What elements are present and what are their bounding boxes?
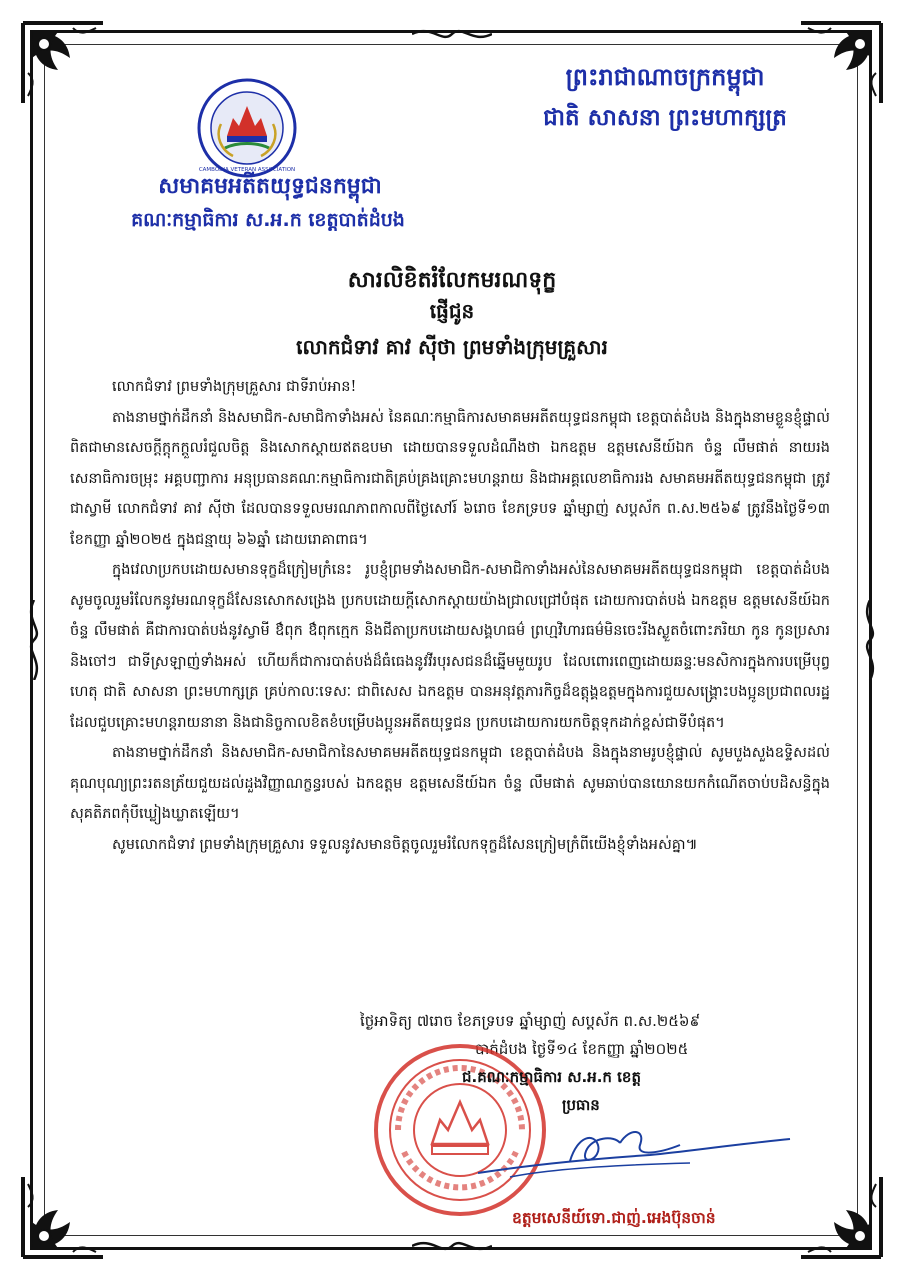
signature-icon — [470, 1115, 800, 1185]
letter-title: សារលិខិតរំលែកមរណទុក្ខ — [347, 268, 557, 293]
paragraph-3: តាងនាមថ្នាក់ដឹកនាំ និងសមាជិក-សមាជិកានៃសមាគមអតីតយុទ្ធជនកម្ពុជា ខេត្តបាត់ដំបង និងក្នុងនាមរូបខ្ញុំផ្ទាល់ សូមបួងសួងឧទ្ទិសដល់គុណបុណ្យព្រះរតនត្រ័យជួយដល់ដួងវិញ្ញាណក្ខន្ធរបស់ ឯកឧត្តម ឧត្តមសេនីយ៍ឯក ចំន្ទ លឹមផាត់ សូមឆាប់បានយោនយកកំណើតចាប់បដិសន្ធិក្នុងសុគតិភពកុំបីឃ្លៀងឃ្លាតឡើយ។ — [70, 745, 830, 822]
paragraph-1: តាងនាមថ្នាក់ដឹកនាំ និងសមាជិក-សមាជិកាទាំងអស់ នៃគណៈកម្មាធិការសមាគមអតីតយុទ្ធជនកម្ពុជា ខេត្តបាត់ដំបង និងក្នុងនាមខ្លួនខ្ញុំផ្ទាល់ ពិតជាមានសេចក្តីក្តុកក្តួលរំជួលចិត្ត និងសោកស្តាយឥតឧបមា ដោយបានទទួលដំណឹងថា ឯកឧត្តម ឧត្តមសេនីយ៍ឯក ចំន្ទ លឹមផាត់ នាយរងសេនាធិការចម្រុះ អគ្គបញ្ជាការ អនុប្រធានគណៈកម្មាធិការជាតិគ្រប់គ្រងគ្រោះមហន្តរាយ និងជាអគ្គលេខាធិការរង សមាគមអតីតយុទ្ធជនកម្ពុជា ត្រូវជាស្វាមី លោកជំទាវ គាវ ស៊ីថា ដែលបានទទួលមរណភាពកាលពីថ្ងៃសៅរ៍ ៦រោច ខែភទ្របទ ឆ្នាំម្សាញ់ សប្តស័ក ព.ស.២៥៦៩ ត្រូវនឹងថ្ងៃទី១៣ ខែកញ្ញា ឆ្នាំ២០២៥ ក្នុងជន្មាយុ ៦៦ឆ្នាំ ដោយរោគាពាធ។ — [70, 409, 830, 548]
salutation: លោកជំទាវ ព្រមទាំងក្រុមគ្រួសារ ជាទីរាប់អាន! — [112, 379, 357, 395]
committee-name: គណៈកម្មាធិការ ស.អ.ក ខេត្តបាត់ដំបង — [131, 209, 405, 231]
logo-text: CAMBODIA VETERAN ASSOCIATION — [198, 167, 296, 173]
lunar-date: ថ្ងៃអាទិត្យ ៧រោច ខែភទ្របទ ឆ្នាំម្សាញ់ សប្តស័ក ព.ស.២៥៦៩ — [360, 1012, 701, 1030]
association-logo — [197, 78, 297, 178]
letter-body — [70, 372, 830, 860]
signer-name: ឧត្តមសេនីយ៍ទោ.ជាញ់.អេងប៊ុនចាន់ — [512, 1209, 716, 1227]
national-motto: ជាតិ សាសនា ព្រះមហាក្សត្រ — [543, 105, 787, 131]
paragraph-4: សូមលោកជំទាវ ព្រមទាំងក្រុមគ្រួសារ ទទួលនូវសមានចិត្តចូលរួមរំលែកទុក្ខដ៏សែនក្រៀមក្រំពីយើងខ្ញុំទាំងអស់គ្នា៕ — [112, 836, 698, 853]
letter-subtitle: ផ្ញើជូន — [429, 299, 475, 323]
top-edge-ornament-icon — [412, 24, 492, 44]
corner-ornament-icon — [18, 1172, 108, 1262]
left-edge-ornament-icon — [24, 600, 44, 680]
association-name: សមាគមអតីតយុទ្ធជនកម្ពុជា — [158, 174, 382, 199]
recipient-line: លោកជំទាវ គាវ ស៊ីថា ព្រមទាំងក្រុមគ្រួសារ — [296, 335, 608, 359]
kingdom-heading: ព្រះរាជាណាចក្រកម្ពុជា — [565, 63, 765, 91]
committee-signature-line: ជ.គណៈកម្មាធិការ ស.អ.ក ខេត្ត — [462, 1068, 641, 1086]
corner-ornament-icon — [18, 18, 108, 108]
solar-date: បាត់ដំបង ថ្ងៃទី១៤ ខែកញ្ញា ឆ្នាំ២០២៥ — [475, 1040, 689, 1058]
right-edge-ornament-icon — [860, 600, 880, 680]
bottom-edge-ornament-icon — [412, 1236, 492, 1256]
president-title: ប្រធាន — [562, 1096, 600, 1114]
paragraph-2: ក្នុងវេលាប្រកបដោយសមានទុក្ខដ៏ក្រៀមក្រំនេះ រូបខ្ញុំព្រមទាំងសមាជិក-សមាជិកាទាំងអស់នៃសមាគមអតីតយុទ្ធជនកម្ពុជា ខេត្តបាត់ដំបង សូមចូលរួមរំលែកនូវមរណទុក្ខដ៏សែនសោកសង្រេង ប្រកបដោយក្តីសោកស្តាយយ៉ាងជ្រាលជ្រៅបំផុត ដោយការបាត់បង់ ឯកឧត្តម ឧត្តមសេនីយ៍ឯក ចំន្ទ លឹមផាត់ គឺជាការបាត់បង់នូវស្វាមី ឳពុក ឳពុកក្មេក និងជីតាប្រកបដោយសង្គហធម៌ ព្រហ្មវិហារធម៌មិនចេះរីងស្ងួតចំពោះភរិយា កូន កូនប្រសារ និងចៅៗ ជាទីស្រឡាញ់ទាំងអស់ ហើយក៏ជាការបាត់បង់ដ៏ធំធេងនូវវីរបុរសជនដ៏ឆ្នើមមួយរូប ដែលពោរពេញដោយឆន្ទៈមនសិការក្នុងការបម្រើបុព្វហេតុ ជាតិ សាសនា ព្រះមហាក្សត្រ គ្រប់កាលៈទេសៈ ជាពិសេស ឯកឧត្តម បានអនុវត្តភារកិច្ចដ៏ឧត្តុង្គឧត្តមក្នុងការជួយសង្គ្រោះបងប្អូនប្រជាពលរដ្ឋដែលជួបគ្រោះមហន្តរាយនានា និងជានិច្ចកាលខិតខំបម្រើបងប្អូនអតីតយុទ្ធជន ប្រកបដោយការយកចិត្តទុកដាក់ខ្ពស់ជាទីបំផុត។ — [70, 562, 830, 731]
